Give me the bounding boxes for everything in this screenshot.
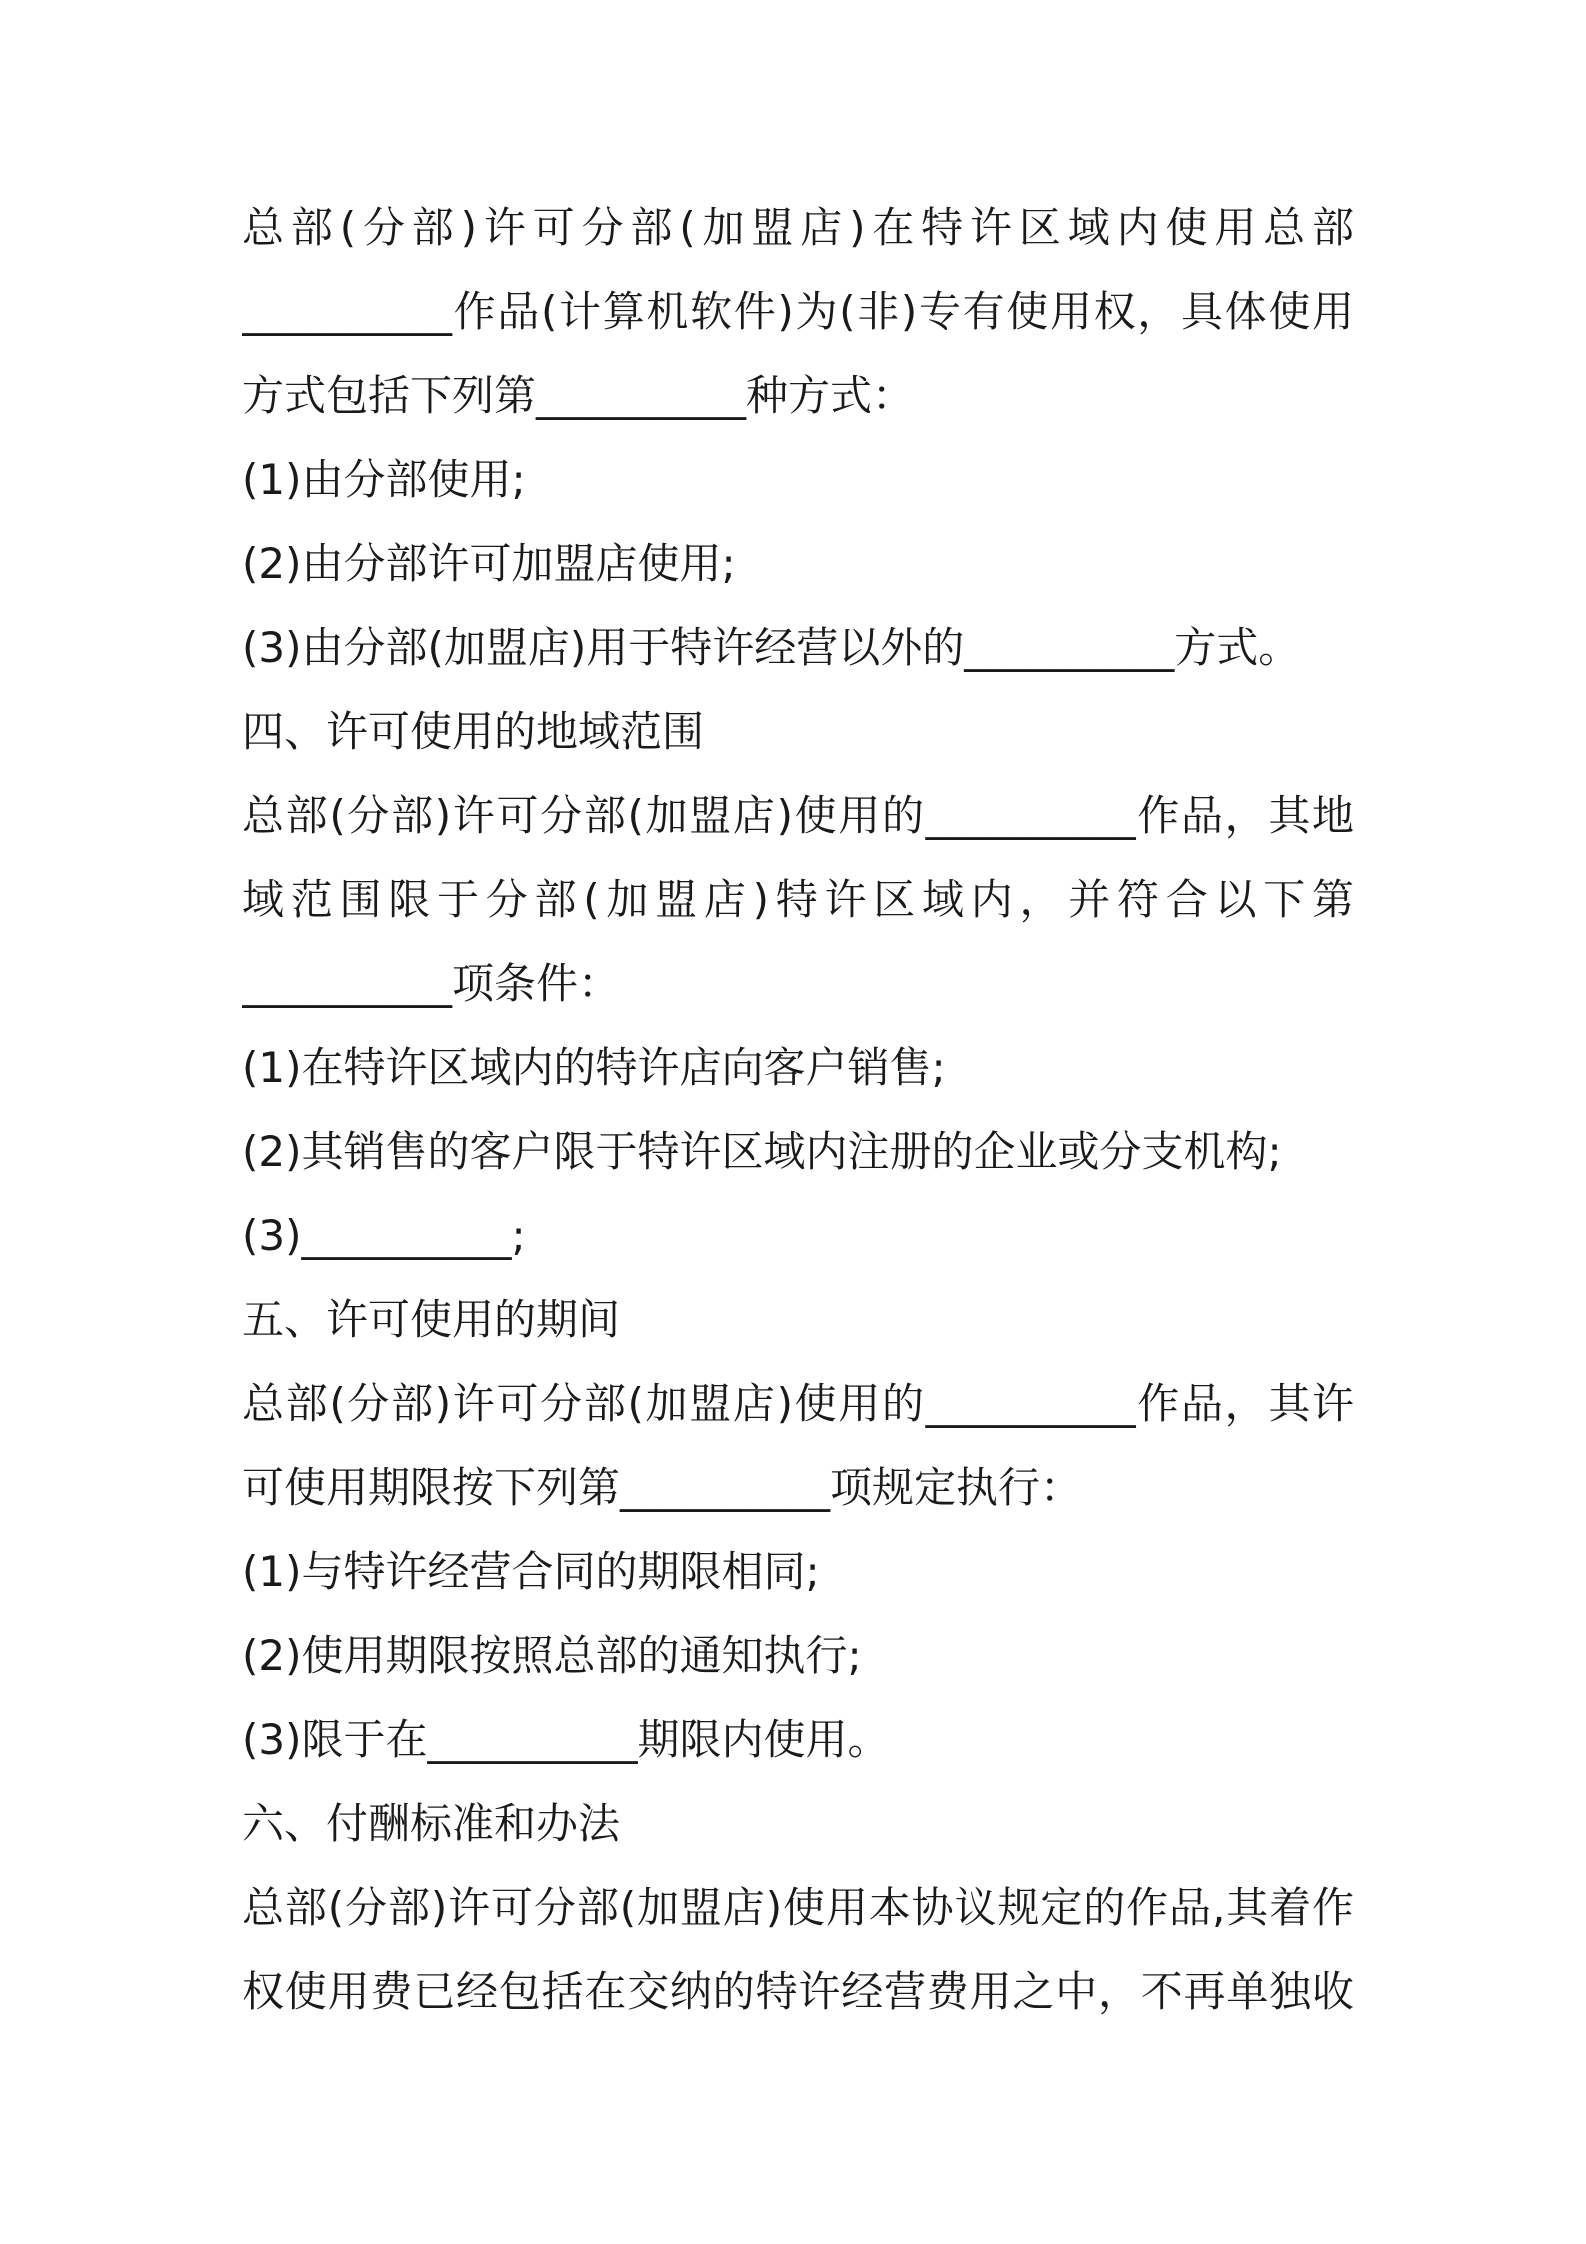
list-item: (2)由分部许可加盟店使用;	[242, 539, 736, 588]
list-item: (1)由分部使用;	[242, 455, 526, 504]
paragraph-line: 可使用期限按下列第__________项规定执行：	[242, 1463, 1083, 1512]
section-heading: 四、许可使用的地域范围	[242, 707, 705, 756]
paragraph-line: __________作品(计算机软件)为(非)专有使用权，具体使用	[242, 287, 1354, 336]
paragraph-line: 总部(分部)许可分部(加盟店)使用的__________作品，其地	[242, 791, 1354, 840]
paragraph-line: 总部(分部)许可分部(加盟店)使用的__________作品，其许	[242, 1379, 1354, 1428]
list-item: (1)与特许经营合同的期限相同;	[242, 1547, 820, 1596]
paragraph-line: 权使用费已经包括在交纳的特许经营费用之中，不再单独收	[242, 1967, 1354, 2016]
list-item: (3)限于在__________期限内使用。	[242, 1715, 890, 1764]
paragraph-line: 总部(分部)许可分部(加盟店)在特许区域内使用总部	[242, 203, 1354, 252]
section-heading: 五、许可使用的期间	[242, 1295, 621, 1344]
section-heading: 六、付酬标准和办法	[242, 1799, 621, 1848]
paragraph-line: 域范围限于分部(加盟店)特许区域内，并符合以下第	[242, 875, 1354, 924]
list-item: (2)使用期限按照总部的通知执行;	[242, 1631, 862, 1680]
list-item: (3)由分部(加盟店)用于特许经营以外的__________方式。	[242, 623, 1301, 672]
list-item: (3)__________;	[242, 1211, 526, 1260]
paragraph-line: __________项条件：	[242, 959, 621, 1008]
list-item: (1)在特许区域内的特许店向客户销售;	[242, 1043, 946, 1092]
paragraph-line: 方式包括下列第__________种方式：	[242, 371, 915, 420]
paragraph-line: 总部(分部)许可分部(加盟店)使用本协议规定的作品,其着作	[242, 1883, 1354, 1932]
list-item: (2)其销售的客户限于特许区域内注册的企业或分支机构;	[242, 1127, 1282, 1176]
